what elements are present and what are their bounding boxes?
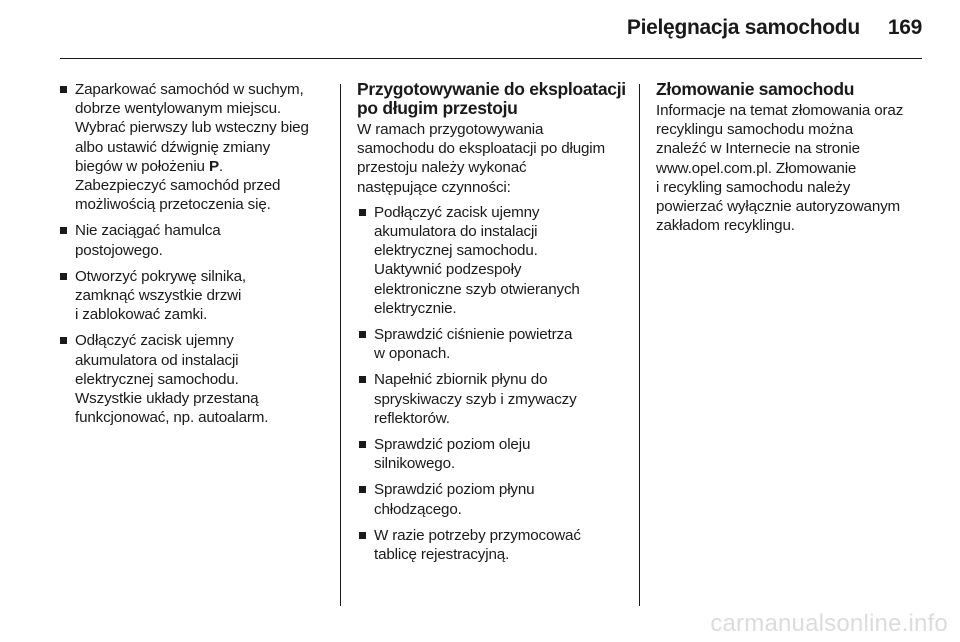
list-item xyxy=(357,203,633,318)
page-header xyxy=(627,16,922,40)
section-heading: Złomowanie samochodu xyxy=(656,79,855,99)
bullet-list xyxy=(357,203,633,564)
section-heading: Przygotowywanie do eksploatacji po długim przestoju xyxy=(357,79,626,118)
column-2 xyxy=(357,80,633,571)
bullet-list xyxy=(58,80,333,427)
list-item xyxy=(357,370,633,428)
column-1 xyxy=(58,80,333,434)
section-body: Informacje na temat złomowania oraz recyklingu samochodu można znaleźć w Internecie na stronie www.opel.com.pl. Złomowanie i recykling samochodu należy powierzać wyłącznie autoryzowanym zakładom recyklingu. xyxy=(656,102,904,235)
section-intro: W ramach przygotowywania samochodu do eksploatacji po długim przestoju należy wykonać następujące czynności: xyxy=(357,121,606,196)
list-item-text: Napełnić zbiornik płynu do spryskiwaczy szyb i zmywaczy reflektorów. xyxy=(374,371,577,427)
header-rule xyxy=(60,58,922,59)
page-number: 169 xyxy=(887,16,922,39)
list-item xyxy=(58,267,333,325)
square-bullet-icon xyxy=(359,376,366,383)
square-bullet-icon xyxy=(359,532,366,539)
list-item xyxy=(58,221,333,259)
list-item xyxy=(357,435,633,473)
square-bullet-icon xyxy=(359,441,366,448)
list-item xyxy=(58,331,333,427)
list-item xyxy=(58,80,333,214)
page-title: Pielęgnacja samochodu xyxy=(626,16,860,39)
square-bullet-icon xyxy=(60,337,67,344)
list-item xyxy=(357,480,633,518)
list-item-text: Nie zaciągać hamulca postojowego. xyxy=(75,222,221,259)
square-bullet-icon xyxy=(60,86,67,93)
square-bullet-icon xyxy=(359,331,366,338)
list-item-text: Sprawdzić ciśnienie powietrza w oponach. xyxy=(374,326,573,363)
list-item xyxy=(357,526,633,564)
gear-position-p: P xyxy=(208,157,219,175)
list-item-text: Sprawdzić poziom płynu chłodzącego. xyxy=(374,481,535,518)
list-item-text: Zaparkować samochód w suchym, dobrze wentylowanym miejscu. Wybrać pierwszy lub wsteczny bieg albo ustawić dźwignię zmiany biegów w położeniu P. Zabezpieczyć samochód przed możliwością przetoczenia się. xyxy=(75,81,309,214)
list-item-text: W razie potrzeby przymocować tablicę rejestracyjną. xyxy=(374,526,581,564)
square-bullet-icon xyxy=(60,227,67,234)
list-item-text: Odłączyć zacisk ujemny akumulatora od instalacji elektrycznej samochodu. Wszystkie układy przestaną funkcjonować, np. autoalarm. xyxy=(75,332,269,427)
column-divider xyxy=(340,84,341,606)
list-item xyxy=(357,325,633,363)
column-divider xyxy=(639,84,640,606)
list-item-text: Sprawdzić poziom oleju silnikowego. xyxy=(374,436,531,473)
square-bullet-icon xyxy=(60,273,67,280)
watermark-text: carmanualsonline.info xyxy=(710,610,948,637)
list-item-text: Podłączyć zacisk ujemny akumulatora do instalacji elektrycznej samochodu. Uaktywnić podzespoły elektroniczne szyb otwieranych elektrycznie. xyxy=(374,203,580,317)
square-bullet-icon xyxy=(359,486,366,493)
column-3 xyxy=(656,80,946,241)
square-bullet-icon xyxy=(359,209,366,216)
list-item-text: Otworzyć pokrywę silnika, zamknąć wszystkie drzwi i zablokować zamki. xyxy=(75,267,246,324)
